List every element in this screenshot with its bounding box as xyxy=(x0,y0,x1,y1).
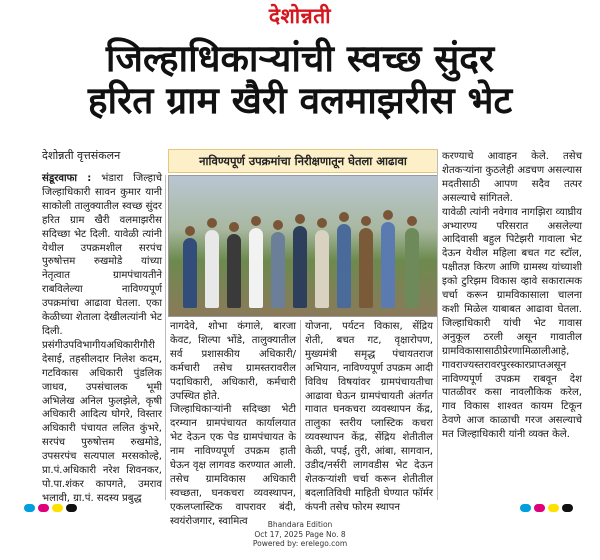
page-footer xyxy=(0,520,600,549)
article-column-2: नागदेवे, शोभा कंगाले, बारजा केवट, शिल्पा भोंडे, तालुक्यातील सर्व प्रशासकीय अधिकारी/ कर्मचारी तसेच ग्रामस्तरावरील पदाधिकारी, अधिकारी, कर्मचारी उपस्थित होते. जिल्हाधिकाऱ्यांनी सदिच्छा भेटी दरम्यान ग्रामपंचायत कार्यालयात भेट देऊन एक पेड ग्रामपंचायत के नाम नाविण्यपूर्ण उपक्रम हाती घेऊन वृक्ष लागवड करण्यात आली. तसेच ग्रामविकास अधिकारी स्वच्छता, घनकचरा व्यवस्थापन, एकलप्लास्टिक वापरावर बंदी, स्वयंरोजगार, स्वामित्व xyxy=(170,321,296,527)
article-column-4: करण्याचे आवाहन केले. तसेच शेतकऱ्यांना कुठलेही अडचण असल्यास मदतीसाठी आपण सदैव तत्पर असल्याचे सांगितले. यावेळी त्यांनी नवेगाव नागझिरा व्याघ्रीय अभ्यारण्य परिसरात असलेल्या आदिवासी बहुल पिटेझरी गावाला भेट देऊन येथील महिला बचत गट स्टॉल, पक्षीतज्ञ किरण आणि ग्रामस्थ यांच्याशी इको टुरिझम विकास व्हावे सकारात्मक चर्चा करून ग्रामविकासाला चालना कशी मिळेल याबाबत आढावा घेतला. जिल्हाधिकारी यांची भेट गावास अनुकूल ठरली असून गावातील ग्रामविकासासाठीप्रेरणामिळालीआहे, गावराज्यस्तरावरपुरस्कारप्राप्तअसून नाविण्यपूर्ण उपक्रम राबवून देश पातळीवर कसा नावलौकिक करेल, गाव विकास शाश्वत कायम टिकून ठेवणे आज काळाची गरज असल्याचे मत जिल्हाधिकारी यांनी व्यक्त केले. xyxy=(442,151,582,441)
column-divider xyxy=(300,320,301,500)
powered-by: Powered by: erelego.com xyxy=(252,539,348,548)
article-photo xyxy=(168,175,438,317)
headline-line-2: हरित ग्राम खैरी वलमाझरीस भेट xyxy=(87,79,513,122)
article-column-3: योजना, पर्यटन विकास, सेंद्रिय शेती, बचत गट, वृक्षारोपण, मुख्यमंत्री समृद्ध पंचायतराज अभियान, नाविण्यपूर्ण उपक्रम आदी विविध विषयांवर ग्रामपंचायतीचा आढावा घेऊन ग्रामपंचायती अंतर्गत गावात घनकचरा व्यवस्थापन केंद्र, तालुका स्तरीय प्लास्टिक कचरा व्यवस्थापन केंद्र, सेंद्रिय शेतीतील केळी, पपई, तुरी, आंबा, सागवान, उडीद/नर्सरी लागवडीस भेट देऊन शेतकऱ्यांशी चर्चा करून शेतीतील बदलातिविधी माहिती घेण्यात फॉर्मर कंपनी तसेच फोरम स्थापन xyxy=(305,321,433,513)
cyan-swatch xyxy=(24,504,35,512)
byline: देशोन्नती वृत्तसंकलन xyxy=(42,149,121,162)
edition-name: Bhandara Edition xyxy=(267,520,333,529)
article-headline xyxy=(12,38,588,122)
black-swatch xyxy=(66,504,77,512)
column-1-text: भंडारा जिल्हाचे जिल्हाधिकारी सावन कुमार यानी साकोली तालुक्यातील स्वच्छ सुंदर हरित ग्राम खैरी वलमाझरीस सदिच्छा भेट दिली. यावेळी त्यांनी येथील उपक्रमशील सरपंच पुरुषोत्तम रुखमोडे यांच्या नेतृत्वात ग्रामपंचायतीने राबविलेल्या नाविण्यपूर्ण उपक्रमांचा आढावा घेतला. एका केळीच्या शेताला देखीलत्यांनी भेट दिली. प्रसंगीउपविभागीयअधिकारीगौरी देसाई, तहसीलदार निलेश कदम, गटविकास अधिकारी पुंडलिक जाधव, उपसंचालक भूमी अभिलेख अनिल फुलझेले, कृषी अधिकारी आदित्य घोगरे, विस्तार अधिकारी पंचायत ललित कुंभरे, सरपंच पुरुषोत्तम रुखमोडे, उपसरपंच सत्यपाल मरसकोल्हे, प्रा.पं.अधिकारी नरेश शिवनकर, पो.पा.शंकर कापगते, उमराव भलावी, ग्रा.पं. सदस्य प्रबुद्ध xyxy=(42,173,162,504)
magenta-swatch xyxy=(534,504,545,512)
headline-line-1: जिल्हाधिकाऱ्यांची स्वच्छ सुंदर xyxy=(105,37,495,80)
black-swatch xyxy=(562,504,573,512)
newspaper-masthead: देशोन्नती xyxy=(268,3,332,28)
yellow-swatch xyxy=(52,504,63,512)
photo-subheading: नाविण्यपूर्ण उपक्रमांचा निरीक्षणातून घेतला आढावा xyxy=(168,149,438,173)
column-divider xyxy=(437,150,438,500)
yellow-swatch xyxy=(548,504,559,512)
article-column-1 xyxy=(42,172,162,506)
cyan-swatch xyxy=(520,504,531,512)
color-registration-marks xyxy=(24,504,576,512)
dateline: संडूरवाफा : xyxy=(42,173,92,184)
edition-date: Oct 17, 2025 Page No. 8 xyxy=(254,529,346,539)
column-divider xyxy=(165,175,166,500)
magenta-swatch xyxy=(38,504,49,512)
